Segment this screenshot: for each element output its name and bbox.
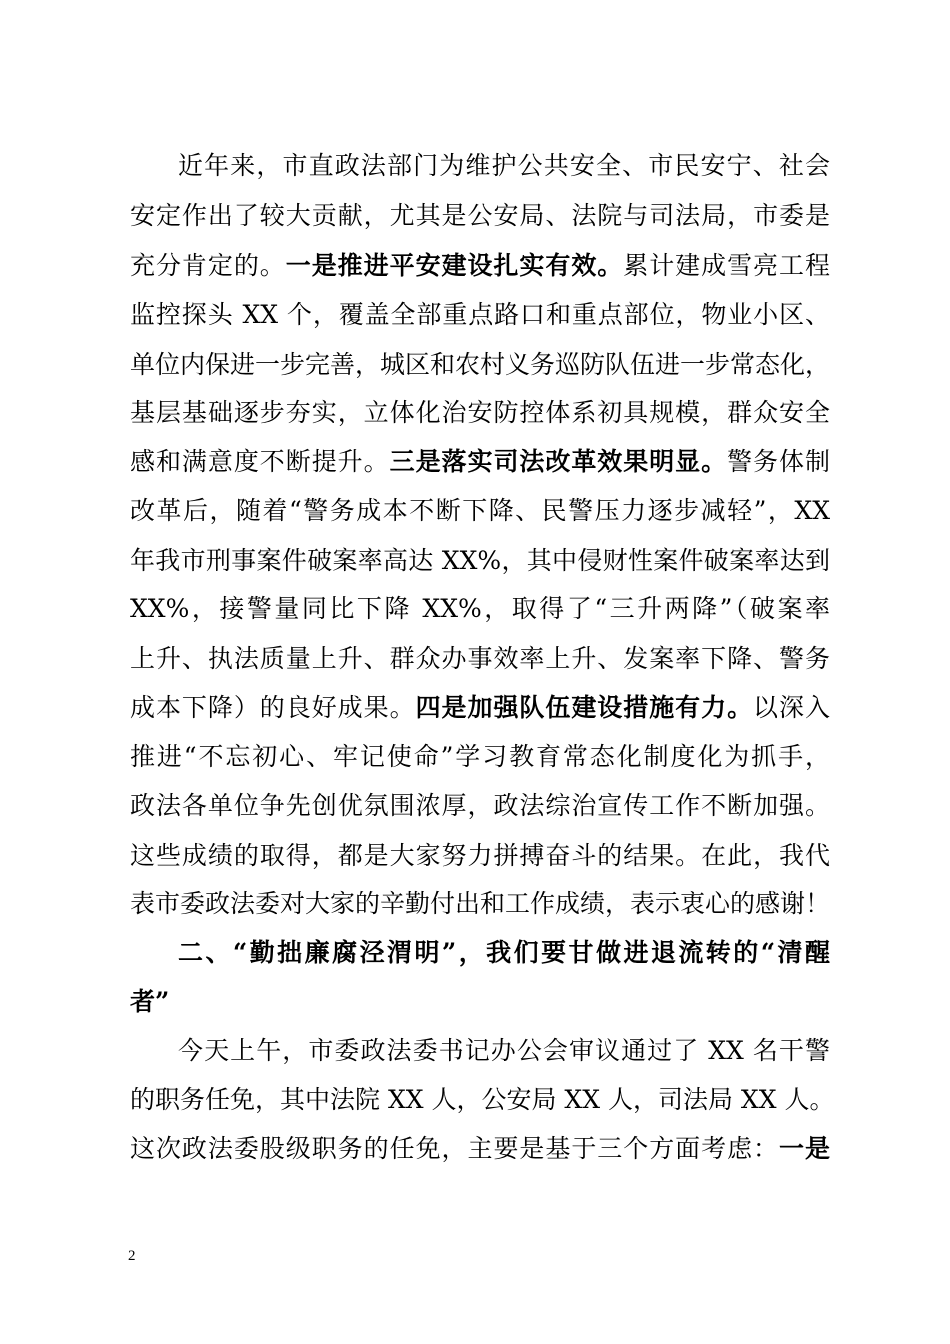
text-segment: 累计建成雪亮工程 xyxy=(623,251,830,280)
text-line xyxy=(178,1035,830,1067)
text-segment: 政法各单位争先创优氛围浓厚，政法综治宣传工作不断加强。 xyxy=(130,791,830,820)
bold-text-segment: 一是推进平安建设扎实有效。 xyxy=(285,251,624,280)
text-line xyxy=(130,299,830,331)
bold-text-segment: 三是落实司法改革效果明显。 xyxy=(389,447,728,476)
bold-text-segment: 二、“勤拙廉腐泾渭明”，我们要甘做进退流转的“清醒 xyxy=(178,938,830,967)
text-line xyxy=(178,150,830,182)
text-segment: 的职务任免，其中法院 XX 人，公安局 XX 人，司法局 XX 人。 xyxy=(130,1085,835,1114)
text-line xyxy=(130,200,830,232)
text-line xyxy=(130,1084,835,1116)
page-number: 2 xyxy=(128,1248,136,1264)
text-segment: 充分肯定的。 xyxy=(130,251,286,280)
text-segment: 这次政法委股级职务的任免，主要是基于三个方面考虑： xyxy=(130,1134,780,1163)
text-line xyxy=(130,593,830,625)
text-segment: 表市委政法委对大家的辛勤付出和工作成绩，表示衷心的感谢！ xyxy=(130,889,831,918)
text-segment: 监控探头 XX 个，覆盖全部重点路口和重点部位，物业小区、 xyxy=(130,300,830,329)
text-line xyxy=(130,495,830,527)
text-line xyxy=(130,888,830,920)
text-segment: 上升、执法质量上升、群众办事效率上升、发案率下降、警务 xyxy=(130,644,830,673)
text-segment: 警务体制 xyxy=(727,447,830,476)
text-segment: XX%，接警量同比下降 XX%，取得了“三升两降”（破案率 xyxy=(130,594,830,623)
text-line xyxy=(130,545,830,577)
text-line xyxy=(130,349,830,381)
text-segment: 推进“不忘初心、牢记使命”学习教育常态化制度化为抓手， xyxy=(130,742,830,771)
bold-text-segment: 一是 xyxy=(779,1134,830,1163)
text-segment: 安定作出了较大贡献，尤其是公安局、法院与司法局，市委是 xyxy=(130,201,830,230)
text-segment: 年我市刑事案件破案率高达 XX%，其中侵财性案件破案率达到 xyxy=(130,546,830,575)
bold-text-segment: 者” xyxy=(130,987,170,1016)
text-segment: 基层基础逐步夯实，立体化治安防控体系初具规模，群众安全 xyxy=(130,398,830,427)
text-line xyxy=(130,692,830,724)
text-line xyxy=(130,741,830,773)
text-segment: 这些成绩的取得，都是大家努力拼搏奋斗的结果。在此，我代 xyxy=(130,841,830,870)
bold-text-segment: 四是加强队伍建设措施有力。 xyxy=(415,693,754,722)
text-line xyxy=(130,986,830,1018)
text-segment: 感和满意度不断提升。 xyxy=(130,447,390,476)
text-segment: 改革后，随着“警务成本不断下降、民警压力逐步减轻”，XX xyxy=(130,496,830,525)
text-line xyxy=(130,643,830,675)
text-segment: 单位内保进一步完善，城区和农村义务巡防队伍进一步常态化， xyxy=(130,350,831,379)
text-segment: 近年来，市直政法部门为维护公共安全、市民安宁、社会 xyxy=(178,151,830,180)
text-segment: 以深入 xyxy=(753,693,830,722)
text-segment: 成本下降）的良好成果。 xyxy=(130,693,416,722)
text-line xyxy=(130,1133,830,1165)
text-line xyxy=(130,790,830,822)
text-line xyxy=(130,840,830,872)
text-line xyxy=(130,397,830,429)
text-line xyxy=(178,937,830,969)
text-segment: 今天上午，市委政法委书记办公会审议通过了 XX 名干警 xyxy=(178,1036,830,1065)
text-line xyxy=(130,446,830,478)
text-line xyxy=(130,250,830,282)
